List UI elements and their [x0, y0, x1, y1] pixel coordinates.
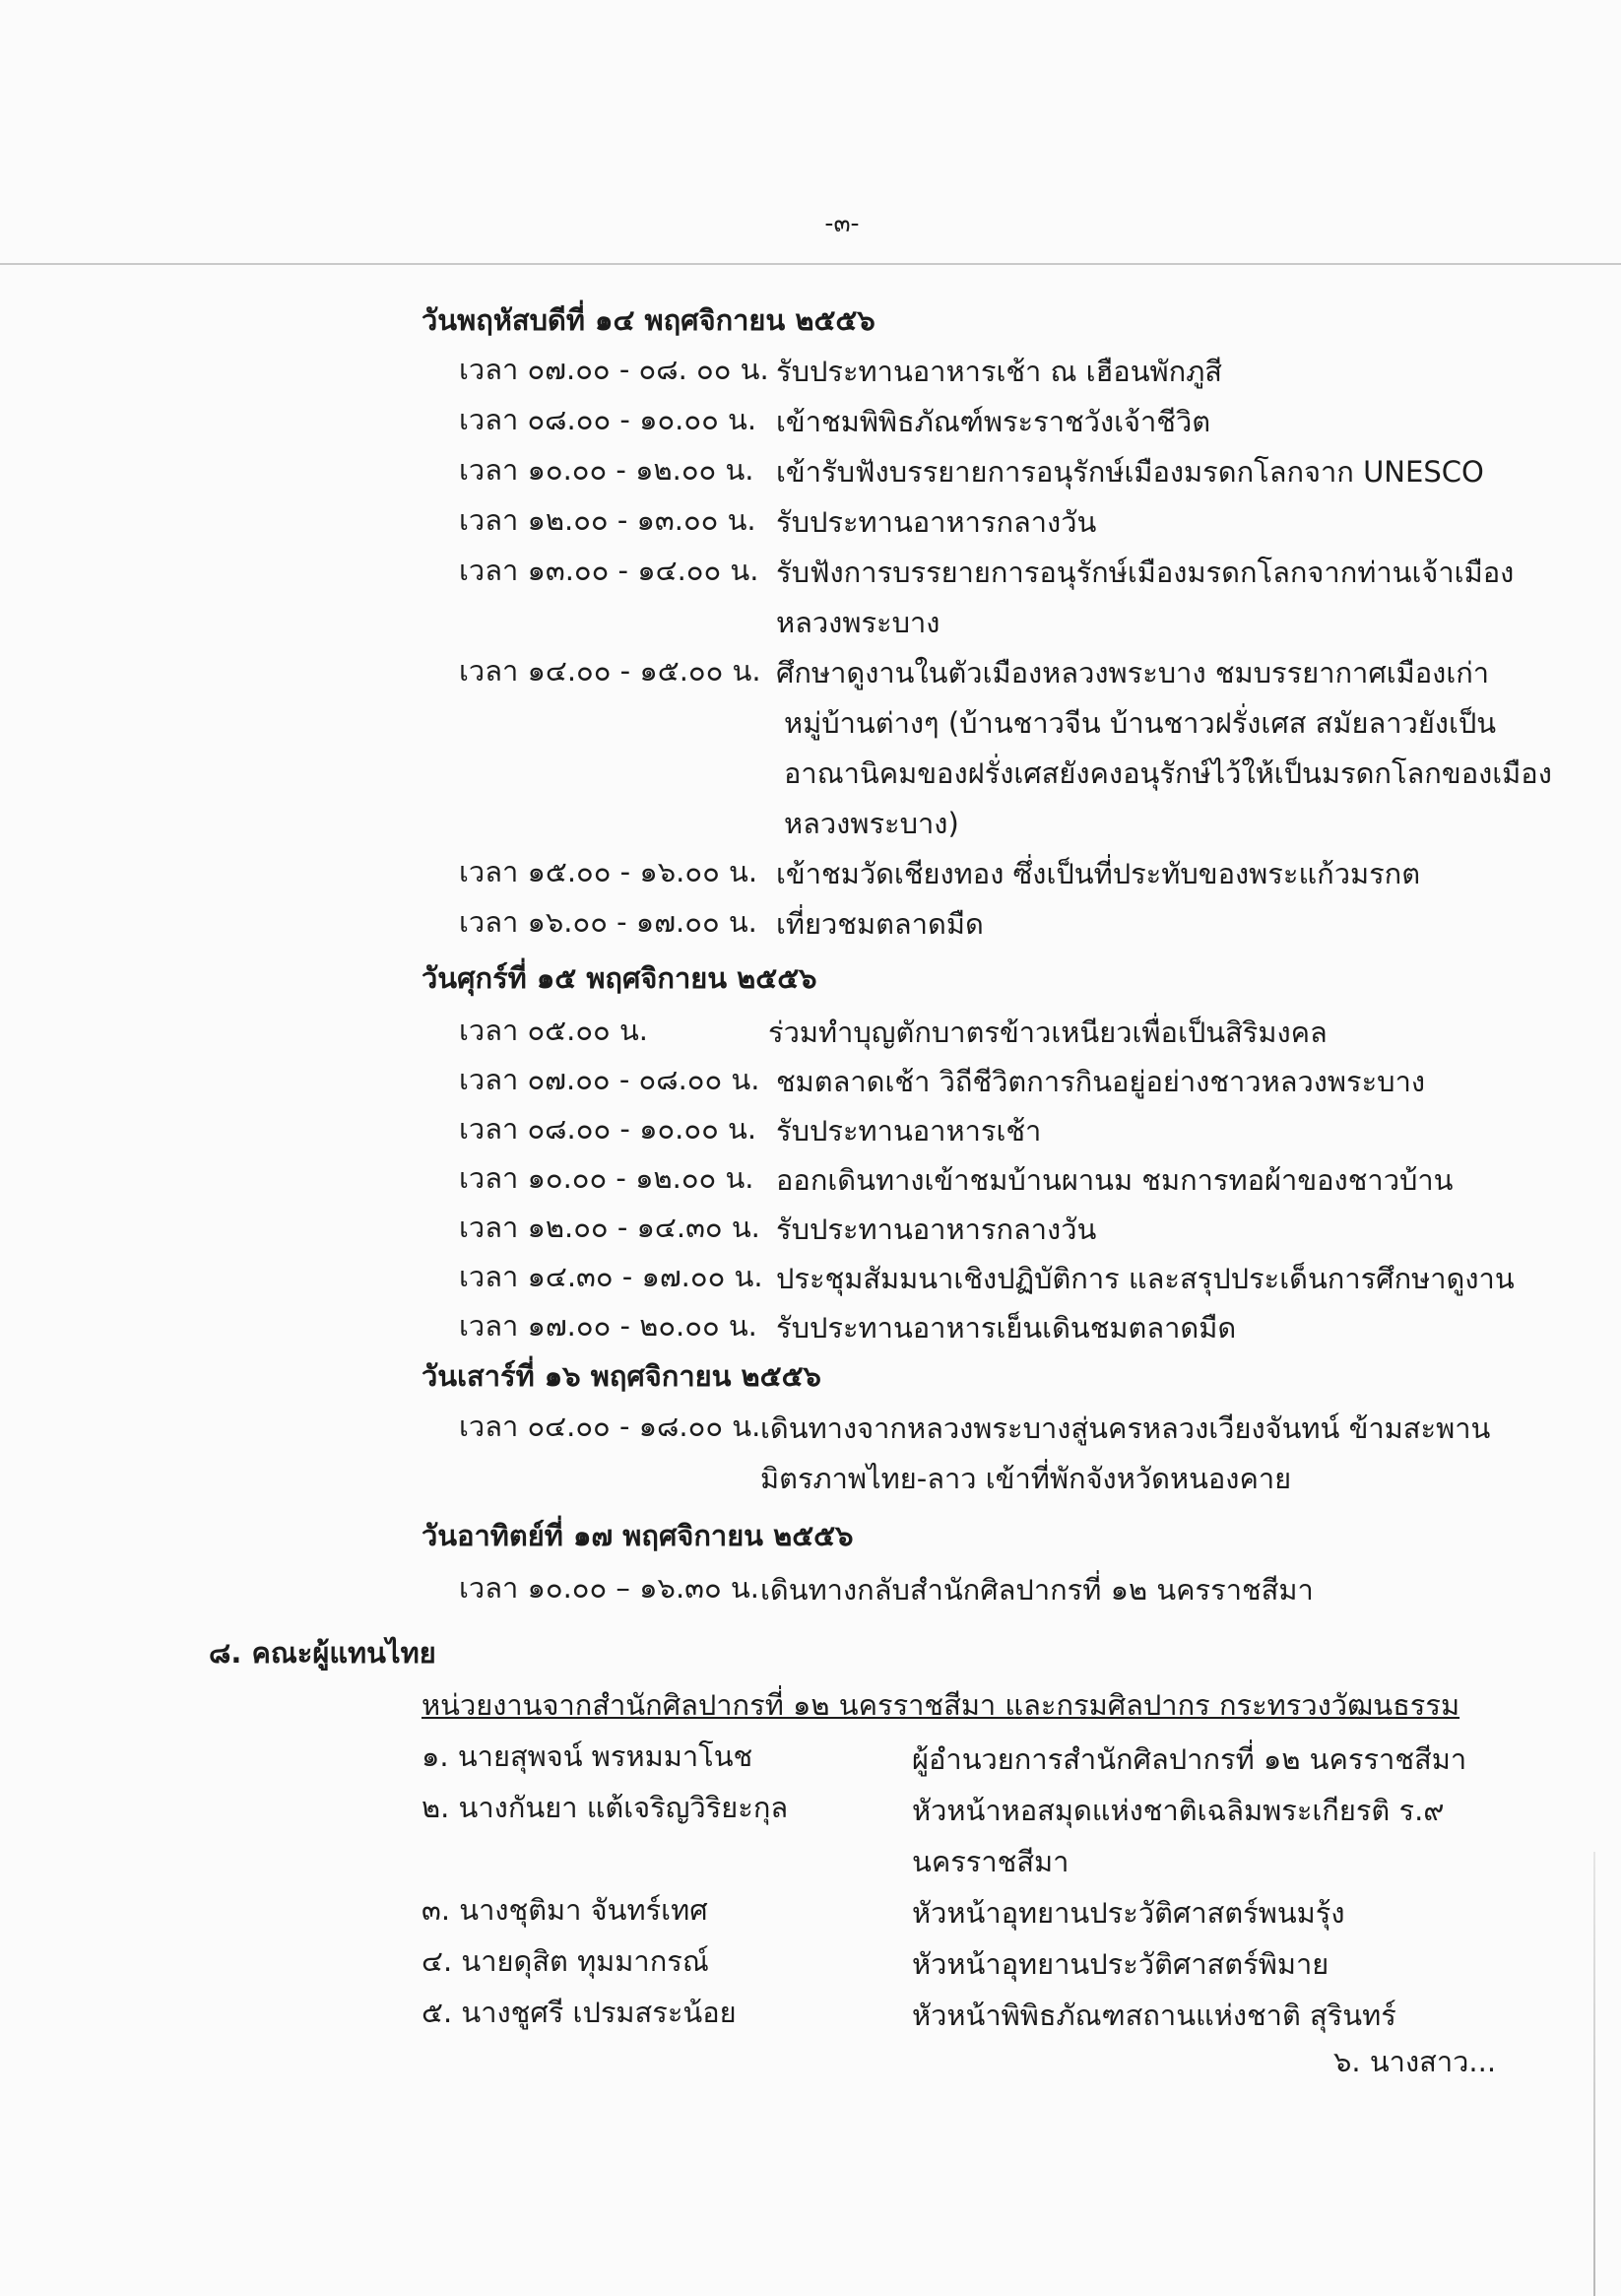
- schedule-activity: รับประทานอาหารเช้า ณ เฮือนพักภูสี: [776, 355, 1223, 388]
- schedule-time: เวลา ๐๗.๐๐ - ๐๘. ๐๐ น.: [459, 353, 769, 386]
- schedule-activity: หลวงพระบาง: [776, 606, 940, 639]
- schedule-activity: ประชุมสัมมนาเชิงปฏิบัติการ และสรุปประเด็นการศึกษาดูงาน: [776, 1262, 1515, 1295]
- member-row: [421, 1938, 1329, 1984]
- schedule-activity: รับประทานอาหารกลางวัน: [776, 505, 1097, 539]
- schedule-activity: รับฟังการบรรยายการอนุรักษ์เมืองมรดกโลกจากท่านเจ้าเมือง: [776, 556, 1515, 589]
- day-heading: วันศุกร์ที่ ๑๕ พฤศจิกายน ๒๕๕๖: [421, 961, 817, 995]
- schedule-time: เวลา ๐๘.๐๐ - ๑๐.๐๐ น.: [459, 403, 757, 436]
- schedule-time: เวลา ๐๔.๐๐ - ๑๘.๐๐ น.: [459, 1410, 761, 1443]
- member-name: ๔. นายดุสิต ทุมมากรณ์: [421, 1944, 709, 1978]
- schedule-activity: ร่วมทำบุญตักบาตรข้าวเหนียวเพื่อเป็นสิริมงคล: [768, 1016, 1328, 1049]
- schedule-activity: เข้ารับฟังบรรยายการอนุรักษ์เมืองมรดกโลกจาก UNESCO: [776, 455, 1484, 489]
- schedule-activity: หมู่บ้านต่างๆ (บ้านชาวจีน บ้านชาวฝรั่งเศส สมัยลาวยังเป็น: [784, 706, 1497, 740]
- schedule-time: เวลา ๑๗.๐๐ - ๒๐.๐๐ น.: [459, 1309, 757, 1343]
- schedule-activity: มิตรภาพไทย-ลาว เข้าที่พักจังหวัดหนองคาย: [760, 1462, 1292, 1495]
- member-row: [421, 1785, 1445, 1878]
- schedule-time: เวลา ๑๐.๐๐ - ๑๒.๐๐ น.: [459, 1161, 754, 1195]
- schedule-activity: ออกเดินทางเข้าชมบ้านผานม ชมการทอผ้าของชาวบ้าน: [776, 1163, 1454, 1197]
- day-heading: วันพฤหัสบดีที่ ๑๔ พฤศจิกายน ๒๕๕๖: [421, 303, 875, 337]
- schedule-activity: รับประทานอาหารกลางวัน: [776, 1213, 1097, 1246]
- member-name: ๒. นางกันยา แต้เจริญวิริยะกุล: [421, 1791, 789, 1824]
- member-position: หัวหน้าอุทยานประวัติศาสตร์พิมาย: [912, 1947, 1329, 1981]
- schedule-activity: หลวงพระบาง): [784, 807, 959, 840]
- continuation-text: ๖. นางสาว...: [1333, 2045, 1497, 2078]
- schedule-time: เวลา ๐๘.๐๐ - ๑๐.๐๐ น.: [459, 1112, 757, 1146]
- schedule-activity: ชมตลาดเช้า วิถีชีวิตการกินอยู่อย่างชาวหลวงพระบาง: [776, 1065, 1426, 1098]
- member-row: [421, 1887, 1345, 1933]
- schedule-time: เวลา ๑๔.๐๐ - ๑๕.๐๐ น.: [459, 654, 761, 688]
- schedule-time: เวลา ๑๕.๐๐ - ๑๖.๐๐ น.: [459, 855, 758, 888]
- member-position: ผู้อำนวยการสำนักศิลปากรที่ ๑๒ นครราชสีมา: [912, 1742, 1467, 1776]
- member-name: ๓. นางชุติมา จันทร์เทศ: [421, 1893, 708, 1927]
- schedule-time: เวลา ๑๐.๐๐ – ๑๖.๓๐ น.: [459, 1571, 759, 1605]
- member-name: ๕. นางชูศรี เปรมสระน้อย: [421, 1996, 737, 2029]
- schedule-time: เวลา ๑๖.๐๐ - ๑๗.๐๐ น.: [459, 905, 757, 939]
- schedule-time: เวลา ๐๕.๐๐ น.: [459, 1014, 648, 1047]
- member-row: [421, 1990, 1396, 2035]
- schedule-time: เวลา ๑๔.๓๐ - ๑๗.๐๐ น.: [459, 1260, 763, 1293]
- schedule-activity: เดินทางจากหลวงพระบางสู่นครหลวงเวียงจันทน์ ข้ามสะพาน: [760, 1411, 1491, 1445]
- schedule-activity: เที่ยวชมตลาดมืด: [776, 907, 984, 941]
- schedule-activity: ศึกษาดูงานในตัวเมืองหลวงพระบาง ชมบรรยากาศเมืองเก่า: [776, 656, 1490, 689]
- schedule-time: เวลา ๑๒.๐๐ - ๑๓.๐๐ น.: [459, 503, 756, 537]
- scan-edge-line: [0, 263, 1621, 265]
- schedule-activity: เข้าชมวัดเชียงทอง ซึ่งเป็นที่ประทับของพระแก้วมรกต: [776, 857, 1421, 890]
- day-heading: วันเสาร์ที่ ๑๖ พฤศจิกายน ๒๕๕๖: [421, 1359, 821, 1393]
- schedule-time: เวลา ๐๗.๐๐ - ๐๘.๐๐ น.: [459, 1063, 760, 1096]
- member-row: [421, 1734, 1467, 1779]
- member-position: หัวหน้าอุทยานประวัติศาสตร์พนมรุ้ง: [912, 1896, 1345, 1930]
- schedule-time: เวลา ๑๓.๐๐ - ๑๔.๐๐ น.: [459, 554, 759, 587]
- member-position: หัวหน้าพิพิธภัณฑสถานแห่งชาติ สุรินทร์: [912, 1999, 1396, 2032]
- section-title: ๘. คณะผู้แทนไทย: [209, 1636, 436, 1670]
- unit-heading: หน่วยงานจากสำนักศิลปากรที่ ๑๒ นครราชสีมา และกรมศิลปากร กระทรวงวัฒนธรรม: [421, 1688, 1460, 1722]
- schedule-time: เวลา ๑๐.๐๐ - ๑๒.๐๐ น.: [459, 453, 754, 487]
- day-heading: วันอาทิตย์ที่ ๑๗ พฤศจิกายน ๒๕๕๖: [421, 1519, 854, 1552]
- schedule-activity: รับประทานอาหารเย็นเดินชมตลาดมืด: [776, 1311, 1237, 1345]
- schedule-activity: เข้าชมพิพิธภัณฑ์พระราชวังเจ้าชีวิต: [776, 405, 1211, 438]
- page-number: -๓-: [824, 209, 860, 237]
- member-name: ๑. นายสุพจน์ พรหมมาโนช: [421, 1739, 753, 1773]
- schedule-time: เวลา ๑๒.๐๐ - ๑๔.๓๐ น.: [459, 1211, 760, 1244]
- schedule-activity: อาณานิคมของฝรั่งเศสยังคงอนุรักษ์ไว้ให้เป็นมรดกโลกของเมือง: [784, 756, 1552, 790]
- schedule-activity: เดินทางกลับสำนักศิลปากรที่ ๑๒ นครราชสีมา: [760, 1573, 1314, 1607]
- member-position: นครราชสีมา: [912, 1845, 1070, 1878]
- schedule-activity: รับประทานอาหารเช้า: [776, 1114, 1042, 1148]
- member-position: หัวหน้าหอสมุดแห่งชาติเฉลิมพระเกียรติ ร.๙: [912, 1794, 1445, 1827]
- scan-edge-streak: [1593, 1852, 1595, 2296]
